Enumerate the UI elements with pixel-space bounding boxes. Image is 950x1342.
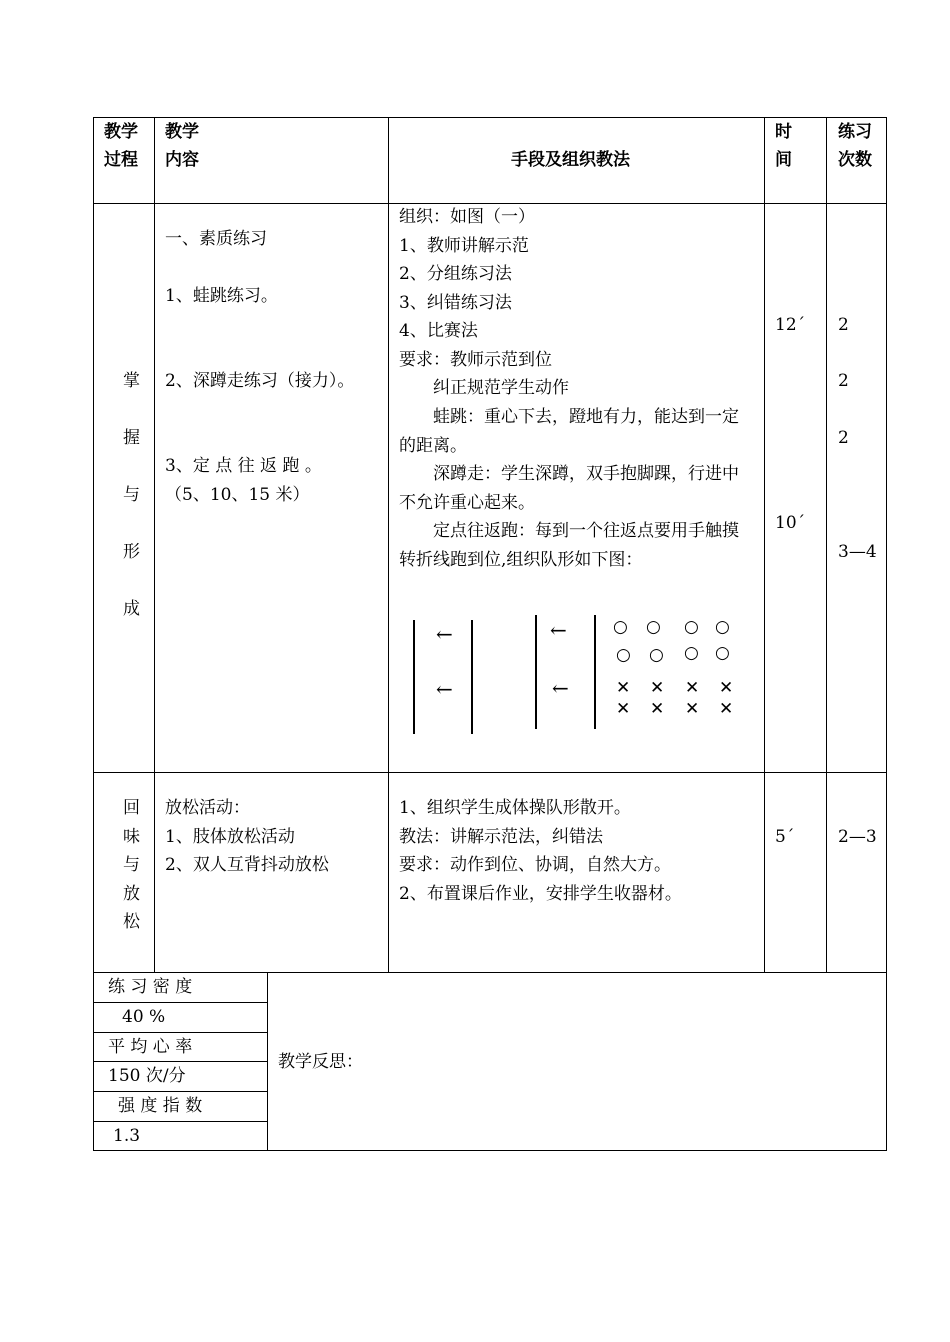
section2-reps: 2—3 (838, 827, 877, 847)
methods-line: 1、教师讲解示范 (399, 236, 529, 256)
student-circle-icon: ○ (684, 643, 699, 663)
section1-time-a: 12´ (775, 315, 806, 335)
student-cross-icon: ✕ (650, 699, 665, 719)
student-circle-icon: ○ (715, 617, 730, 637)
relax-heading: 放松活动： (165, 798, 250, 818)
turn-line (535, 615, 537, 729)
header-reps-line2: 次数 (838, 150, 872, 170)
section1-process-char: 掌 (123, 371, 140, 391)
section1-process-char: 与 (123, 485, 140, 505)
student-circle-icon: ○ (613, 617, 628, 637)
student-cross-icon: ✕ (616, 678, 631, 698)
content-item-squat-walk: 2、深蹲走练习（接力）。 (165, 371, 355, 391)
section1-time-b: 10´ (775, 513, 806, 533)
relax-item: 2、双人互背抖动放松 (165, 855, 329, 875)
methods-line: 纠正规范学生动作 (399, 378, 569, 398)
arrow-left-icon: ← (436, 677, 453, 701)
student-cross-icon: ✕ (616, 699, 631, 719)
section2-process-char: 放 (123, 884, 140, 904)
methods-line: 4、比赛法 (399, 321, 478, 341)
methods-frog-jump-requirement: 蛙跳：重心下去，蹬地有力，能达到一定的距离。 (399, 407, 739, 456)
teaching-reflection-label: 教学反思： (278, 1052, 363, 1072)
section1-process-char: 形 (123, 542, 140, 562)
section2-process-char: 松 (123, 912, 140, 932)
methods-line: 组织：如图（一） (399, 207, 535, 227)
content-item-shuttle-run: 3、定 点 往 返 跑 。 (165, 456, 322, 476)
intensity-label: 强 度 指 数 (118, 1096, 203, 1116)
density-label: 练 习 密 度 (108, 977, 193, 997)
header-time-line2: 间 (775, 150, 792, 170)
student-cross-icon: ✕ (719, 678, 734, 698)
content-item-frog-jump: 1、蛙跳练习。 (165, 286, 278, 306)
density-value: 40 % (122, 1007, 166, 1027)
arrow-left-icon: ← (552, 676, 569, 700)
section1-reps: 2 (838, 428, 849, 448)
header-process-line1: 教学 (104, 122, 138, 142)
relax-method-line: 1、组织学生成体操队形散开。 (399, 798, 631, 818)
content-item-shuttle-run-distances: （5、10、15 米） (165, 485, 310, 505)
section1-reps: 2 (838, 315, 849, 335)
header-content-line1: 教学 (165, 122, 199, 142)
section1-reps: 3—4 (838, 542, 877, 562)
student-cross-icon: ✕ (685, 678, 700, 698)
content-heading: 一、素质练习 (165, 229, 267, 249)
methods-shuttle-run-requirement: 定点往返跑：每到一个往返点要用手触摸转折线跑到位,组织队形如下图： (399, 521, 739, 570)
relax-method-line: 要求：动作到位、协调，自然大方。 (399, 855, 671, 875)
student-circle-icon: ○ (649, 645, 664, 665)
section1-process-char: 握 (123, 428, 140, 448)
student-circle-icon: ○ (684, 617, 699, 637)
section1-reps: 2 (838, 371, 849, 391)
section2-process-char: 与 (123, 855, 140, 875)
student-cross-icon: ✕ (719, 699, 734, 719)
start-line (594, 615, 596, 729)
header-content-line2: 内容 (165, 150, 199, 170)
turn-line (413, 620, 415, 734)
student-circle-icon: ○ (616, 645, 631, 665)
relax-method-line: 教法：讲解示范法，纠错法 (399, 827, 603, 847)
header-reps-line1: 练习 (838, 122, 872, 142)
arrow-left-icon: ← (436, 622, 453, 646)
student-circle-icon: ○ (646, 617, 661, 637)
methods-line: 2、分组练习法 (399, 264, 512, 284)
header-time-line1: 时 (775, 122, 792, 142)
section2-time: 5´ (775, 827, 795, 847)
section1-process-char: 成 (123, 599, 140, 619)
header-process-line2: 过程 (104, 150, 138, 170)
header-methods: 手段及组织教法 (511, 150, 630, 170)
section2-process-char: 味 (123, 827, 140, 847)
student-circle-icon: ○ (715, 643, 730, 663)
section2-process-char: 回 (123, 798, 140, 818)
methods-line: 要求：教师示范到位 (399, 350, 552, 370)
intensity-value: 1.3 (113, 1126, 141, 1146)
heart-rate-value: 150 次/分 (108, 1066, 186, 1086)
turn-line (471, 620, 473, 734)
relax-item: 1、肢体放松活动 (165, 827, 295, 847)
student-cross-icon: ✕ (685, 699, 700, 719)
heart-rate-label: 平 均 心 率 (108, 1037, 193, 1057)
methods-line: 3、纠错练习法 (399, 293, 512, 313)
methods-squat-walk-requirement: 深蹲走：学生深蹲，双手抱脚踝，行进中不允许重心起来。 (399, 464, 739, 513)
student-cross-icon: ✕ (650, 678, 665, 698)
relax-method-line: 2、布置课后作业，安排学生收器材。 (399, 884, 682, 904)
arrow-left-icon: ← (550, 618, 567, 642)
